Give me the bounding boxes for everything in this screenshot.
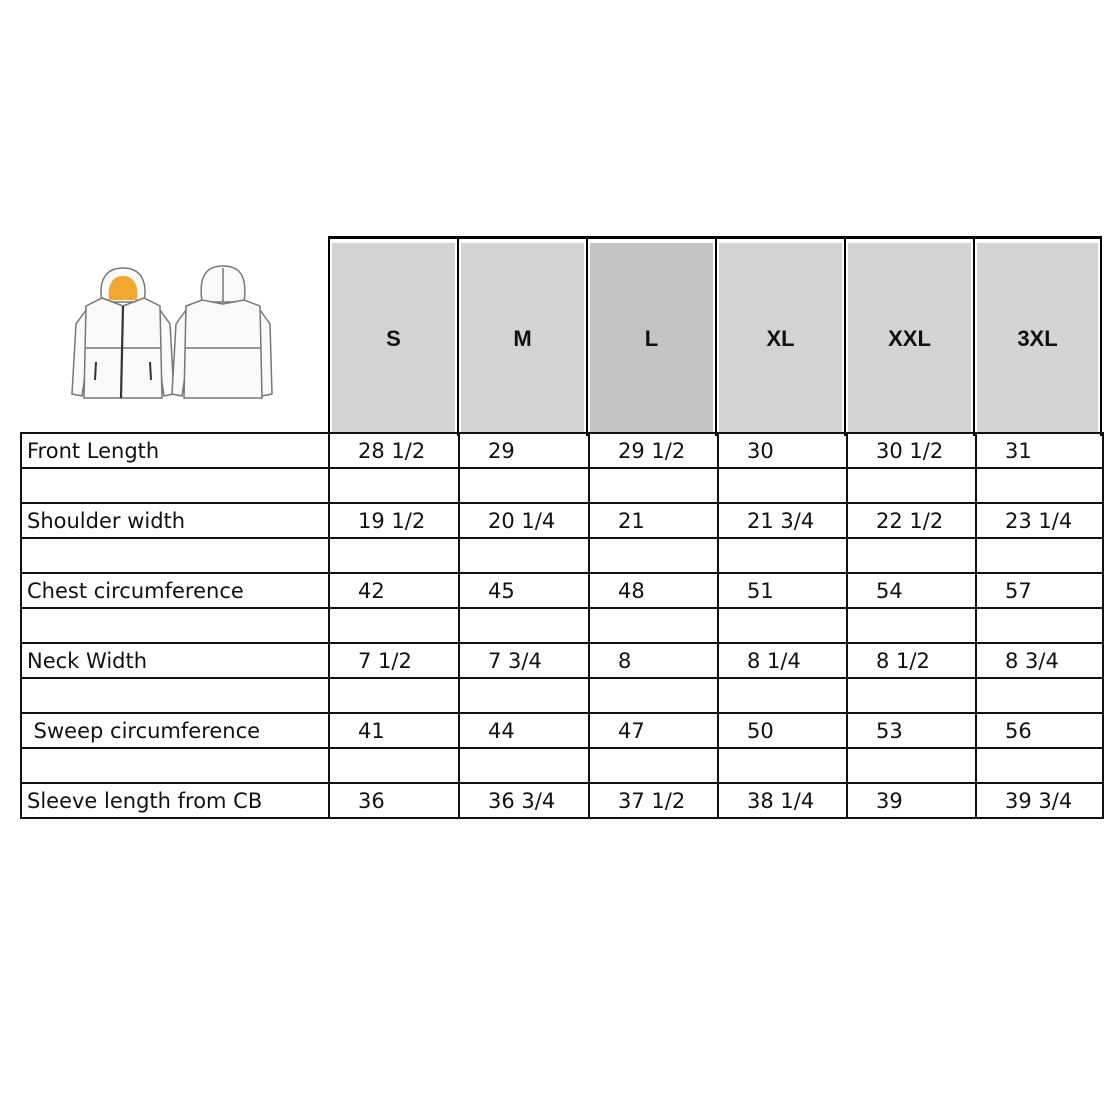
size-label: S — [332, 243, 455, 434]
empty-cell — [976, 678, 1103, 713]
jacket-back-icon — [172, 266, 272, 398]
size-label: M — [461, 243, 584, 434]
empty-cell — [589, 748, 718, 783]
empty-cell — [847, 748, 976, 783]
measurement-value: 41 — [329, 713, 459, 748]
empty-cell — [21, 748, 329, 783]
jacket-front-icon — [72, 268, 174, 398]
measurement-value: 29 — [459, 433, 589, 468]
empty-cell — [589, 678, 718, 713]
measurement-table — [20, 432, 1104, 819]
spacer-row — [21, 748, 1103, 783]
empty-cell — [329, 468, 459, 503]
table-row — [21, 713, 1103, 748]
empty-cell — [329, 538, 459, 573]
spacer-row — [21, 678, 1103, 713]
size-label: L — [590, 243, 713, 434]
empty-cell — [718, 538, 847, 573]
measurement-value: 39 — [847, 783, 976, 818]
measurement-value: 30 1/2 — [847, 433, 976, 468]
measurement-value: 47 — [589, 713, 718, 748]
empty-cell — [589, 538, 718, 573]
empty-cell — [21, 608, 329, 643]
empty-cell — [847, 538, 976, 573]
spacer-row — [21, 468, 1103, 503]
measurement-value: 20 1/4 — [459, 503, 589, 538]
measurement-label: Sleeve length from CB — [21, 783, 329, 818]
measurement-value: 56 — [976, 713, 1103, 748]
measurement-value: 51 — [718, 573, 847, 608]
empty-cell — [329, 748, 459, 783]
empty-cell — [589, 468, 718, 503]
measurement-value: 36 — [329, 783, 459, 818]
measurement-value: 44 — [459, 713, 589, 748]
empty-cell — [847, 468, 976, 503]
measurement-value: 38 1/4 — [718, 783, 847, 818]
table-row — [21, 783, 1103, 818]
measurement-value: 50 — [718, 713, 847, 748]
empty-cell — [847, 608, 976, 643]
empty-cell — [21, 468, 329, 503]
empty-cell — [21, 678, 329, 713]
size-label: 3XL — [977, 243, 1098, 434]
spacer-row — [21, 538, 1103, 573]
size-header-cell — [328, 239, 457, 436]
empty-cell — [718, 468, 847, 503]
size-label: XXL — [848, 243, 971, 434]
size-header-cell — [457, 239, 586, 436]
measurement-value: 8 1/4 — [718, 643, 847, 678]
measurement-value: 22 1/2 — [847, 503, 976, 538]
measurement-value: 57 — [976, 573, 1103, 608]
measurement-value: 8 3/4 — [976, 643, 1103, 678]
empty-cell — [459, 538, 589, 573]
empty-cell — [718, 678, 847, 713]
measurement-value: 23 1/4 — [976, 503, 1103, 538]
empty-cell — [459, 678, 589, 713]
measurement-value: 54 — [847, 573, 976, 608]
table-row — [21, 433, 1103, 468]
measurement-value: 19 1/2 — [329, 503, 459, 538]
size-header-cell — [715, 239, 844, 436]
empty-cell — [976, 608, 1103, 643]
empty-cell — [976, 748, 1103, 783]
table-row — [21, 643, 1103, 678]
measurement-value: 36 3/4 — [459, 783, 589, 818]
table-row — [21, 503, 1103, 538]
spacer-row — [21, 608, 1103, 643]
measurement-value: 37 1/2 — [589, 783, 718, 818]
measurement-value: 7 1/2 — [329, 643, 459, 678]
size-label: XL — [719, 243, 842, 434]
measurement-label: Shoulder width — [21, 503, 329, 538]
measurement-value: 29 1/2 — [589, 433, 718, 468]
measurement-label: Neck Width — [21, 643, 329, 678]
measurement-value: 8 — [589, 643, 718, 678]
measurement-value: 28 1/2 — [329, 433, 459, 468]
empty-cell — [976, 468, 1103, 503]
measurement-value: 45 — [459, 573, 589, 608]
measurement-value: 39 3/4 — [976, 783, 1103, 818]
size-header-cell — [973, 239, 1102, 436]
measurement-value: 7 3/4 — [459, 643, 589, 678]
measurement-value: 30 — [718, 433, 847, 468]
measurement-label: Sweep circumference — [21, 713, 329, 748]
empty-cell — [718, 748, 847, 783]
empty-cell — [847, 678, 976, 713]
size-header-row — [328, 236, 1102, 436]
measurement-value: 21 — [589, 503, 718, 538]
empty-cell — [21, 538, 329, 573]
empty-cell — [718, 608, 847, 643]
size-header-cell — [844, 239, 973, 436]
empty-cell — [329, 678, 459, 713]
empty-cell — [976, 538, 1103, 573]
empty-cell — [589, 608, 718, 643]
measurement-value: 42 — [329, 573, 459, 608]
table-row — [21, 573, 1103, 608]
measurement-value: 21 3/4 — [718, 503, 847, 538]
size-header-cell — [586, 239, 715, 436]
measurement-label: Front Length — [21, 433, 329, 468]
hooded-jacket-front-and-back-icon — [66, 262, 276, 407]
empty-cell — [329, 608, 459, 643]
measurement-value: 48 — [589, 573, 718, 608]
measurement-value: 31 — [976, 433, 1103, 468]
measurement-value: 8 1/2 — [847, 643, 976, 678]
empty-cell — [459, 608, 589, 643]
empty-cell — [459, 468, 589, 503]
measurement-value: 53 — [847, 713, 976, 748]
empty-cell — [459, 748, 589, 783]
measurement-label: Chest circumference — [21, 573, 329, 608]
